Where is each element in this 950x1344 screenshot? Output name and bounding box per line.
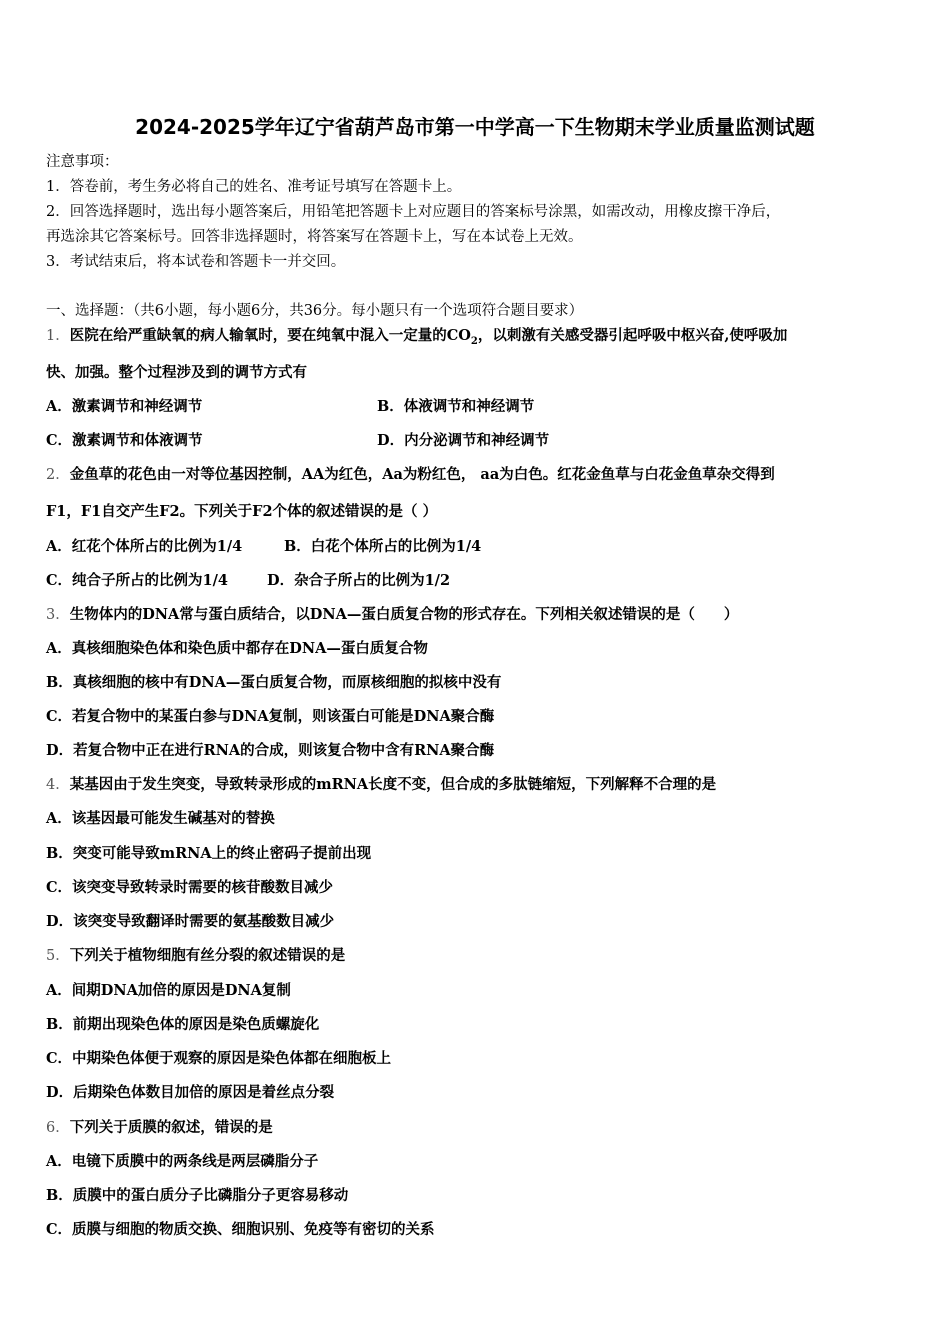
notice-item: 2．回答选择题时，选出每小题答案后，用铅笔把答题卡上对应题目的答案标号涂黑，如需改动，用橡皮擦干净后，: [46, 204, 781, 220]
question-number: 2．: [46, 467, 70, 483]
option-b: B．质膜中的蛋白质分子比磷脂分子更容易移动: [46, 1187, 349, 1204]
question-number: 1．: [46, 328, 70, 344]
option-b: B．白花个体所占的比例为1/4: [284, 538, 482, 555]
question-number: 6．: [46, 1120, 70, 1136]
option-c: C．激素调节和体液调节: [46, 432, 203, 449]
option-d: D．内分泌调节和神经调节: [377, 432, 550, 449]
option-a: A．激素调节和神经调节: [46, 398, 203, 415]
question-5-stem: 5．下列关于植物细胞有丝分裂的叙述错误的是: [46, 947, 346, 964]
option-c: C．质膜与细胞的物质交换、细胞识别、免疫等有密切的关系: [46, 1221, 435, 1238]
section-heading: 一、选择题：（共6小题，每小题6分，共36分。每小题只有一个选项符合题目要求）: [46, 303, 584, 319]
option-a: A．电镜下质膜中的两条线是两层磷脂分子: [46, 1153, 319, 1170]
question-2-stem-cont: F1，F1自交产生F2。下列关于F2个体的叙述错误的是（ ）: [46, 503, 438, 520]
notice-item: 3．考试结束后，将本试卷和答题卡一并交回。: [46, 254, 346, 270]
notice-item: 再选涂其它答案标号。回答非选择题时，将答案写在答题卡上，写在本试卷上无效。: [46, 229, 583, 245]
option-b: B．前期出现染色体的原因是染色质螺旋化: [46, 1016, 320, 1033]
option-a: A．间期DNA加倍的原因是DNA复制: [46, 982, 291, 999]
notice-item: 1．答卷前，考生务必将自己的姓名、准考证号填写在答题卡上。: [46, 179, 462, 195]
option-d: D．杂合子所占的比例为1/2: [267, 572, 451, 589]
question-2-stem: 2．金鱼草的花色由一对等位基因控制，AA为红色，Aa为粉红色， aa为白色。红花金鱼草与白花金鱼草杂交得到: [46, 466, 775, 483]
option-c: C．该突变导致转录时需要的核苷酸数目减少: [46, 879, 334, 896]
question-number: 3．: [46, 607, 70, 623]
option-a: A．该基因最可能发生碱基对的替换: [46, 810, 275, 827]
option-c: C．中期染色体便于观察的原因是染色体都在细胞板上: [46, 1050, 392, 1067]
option-d: D．若复合物中正在进行RNA的合成，则该复合物中含有RNA聚合酶: [46, 742, 495, 759]
question-number: 5．: [46, 948, 70, 964]
option-a: A．真核细胞染色体和染色质中都存在DNA—蛋白质复合物: [46, 640, 428, 657]
option-a: A．红花个体所占的比例为1/4: [46, 538, 243, 555]
question-1-stem: 1．医院在给严重缺氧的病人输氧时，要在纯氧中混入一定量的$CO_2$，以刺激有关感受器引起呼吸中枢兴奋,使呼吸加: [46, 327, 788, 347]
question-number: 4．: [46, 777, 70, 793]
option-d: D．后期染色体数目加倍的原因是着丝点分裂: [46, 1084, 335, 1101]
page-title: 2024-2025学年辽宁省葫芦岛市第一中学高一下生物期末学业质量监测试题: [135, 115, 815, 139]
question-4-stem: 4．某基因由于发生突变，导致转录形成的mRNA长度不变，但合成的多肽链缩短，下列解释不合理的是: [46, 776, 717, 793]
notice-heading: 注意事项：: [46, 154, 119, 170]
question-6-stem: 6．下列关于质膜的叙述，错误的是: [46, 1119, 273, 1136]
option-b: B．体液调节和神经调节: [377, 398, 535, 415]
option-c: C．若复合物中的某蛋白参与DNA复制，则该蛋白可能是DNA聚合酶: [46, 708, 495, 725]
question-1-stem-cont: 快、加强。整个过程涉及到的调节方式有: [46, 364, 307, 381]
option-d: D．该突变导致翻译时需要的氨基酸数目减少: [46, 913, 335, 930]
option-b: B．突变可能导致mRNA上的终止密码子提前出现: [46, 845, 372, 862]
question-3-stem: 3．生物体内的DNA常与蛋白质结合，以DNA—蛋白质复合物的形式存在。下列相关叙述错误的是（ ）: [46, 606, 739, 623]
option-b: B．真核细胞的核中有DNA—蛋白质复合物，而原核细胞的拟核中没有: [46, 674, 502, 691]
option-c: C．纯合子所占的比例为1/4: [46, 572, 229, 589]
